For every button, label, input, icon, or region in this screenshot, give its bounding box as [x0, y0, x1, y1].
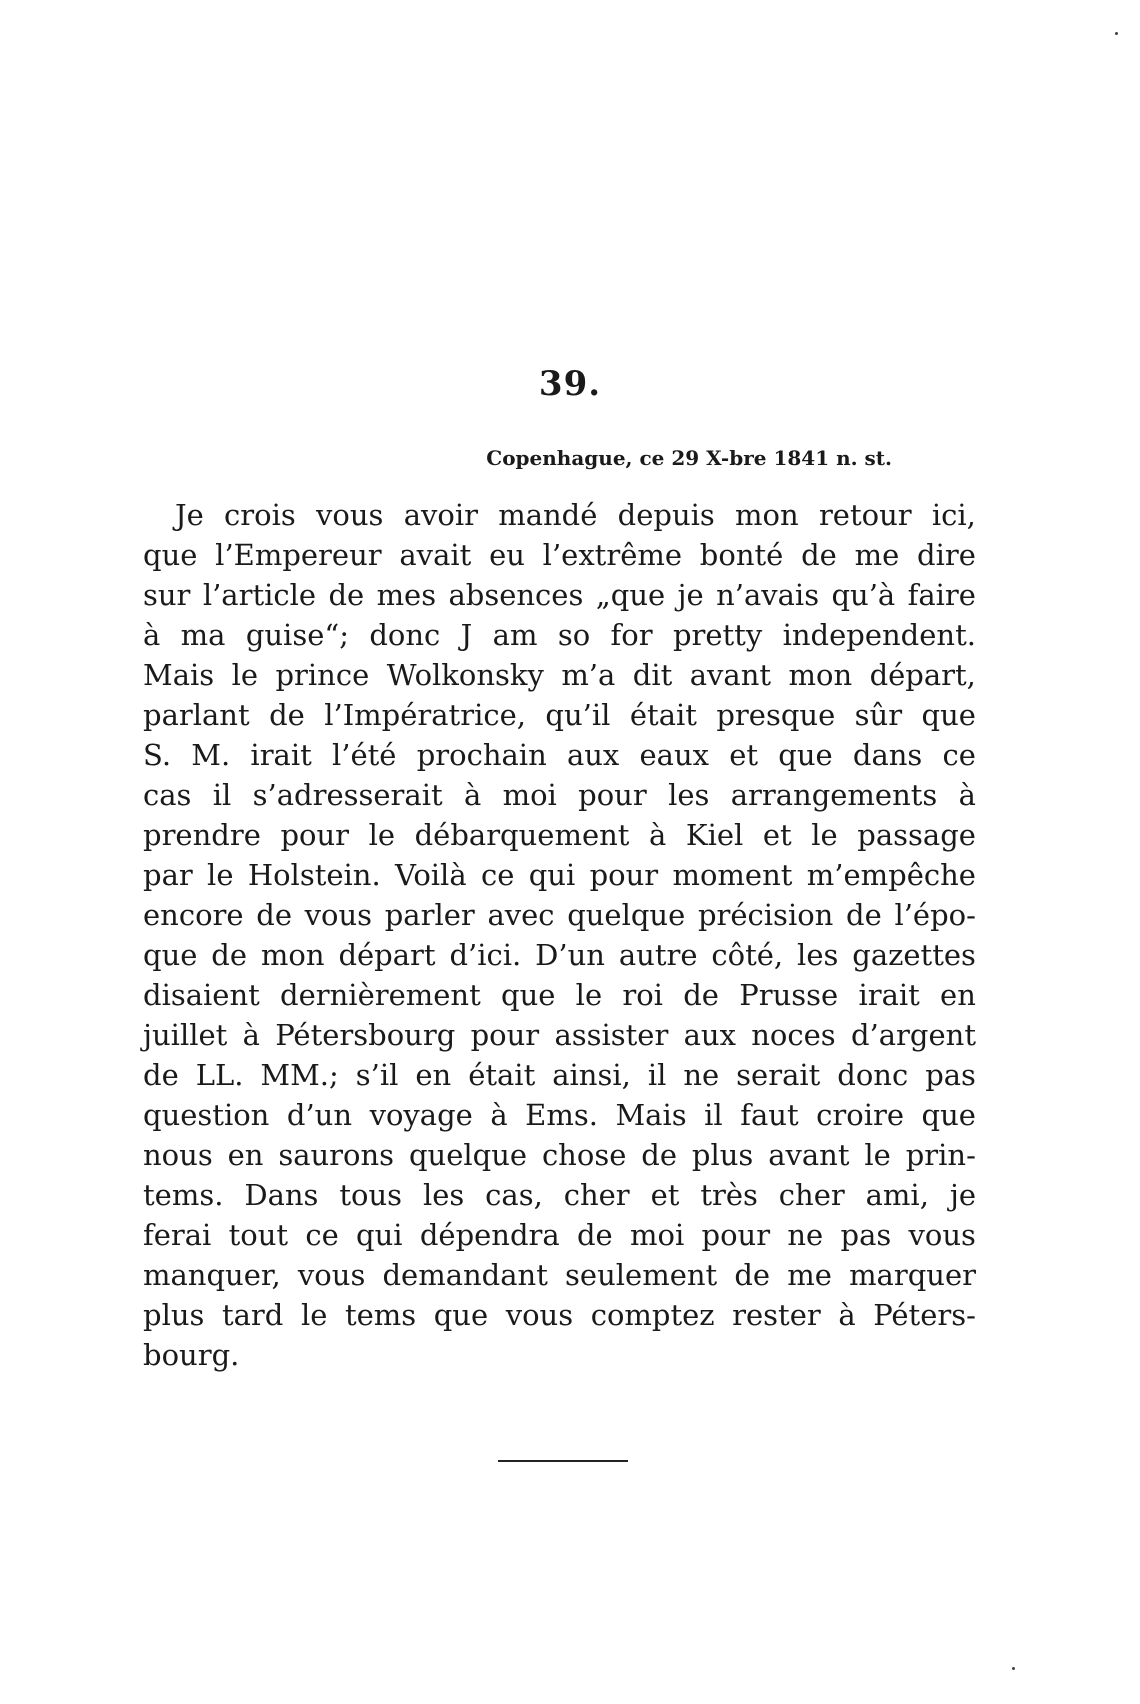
text-line [143, 735, 976, 775]
word: départ, [869, 658, 976, 692]
text-line [143, 1255, 976, 1295]
word: dire [917, 538, 976, 572]
word: Mais [143, 658, 215, 692]
word: et [729, 738, 759, 772]
word: moment [672, 858, 793, 892]
word: de [211, 938, 248, 972]
word: prince [275, 658, 370, 692]
word: il [647, 1058, 667, 1092]
word: nous [143, 1138, 213, 1172]
word: Pétersbourg [275, 1018, 456, 1052]
word: le [368, 818, 396, 852]
word: croire [816, 1098, 905, 1132]
word: les [797, 938, 839, 972]
word: saurons [278, 1138, 395, 1172]
word: ici, [931, 498, 976, 532]
word: Holstein. [247, 858, 381, 892]
word: voyage [369, 1098, 473, 1132]
word: donc [369, 618, 441, 652]
word: cas [143, 778, 192, 812]
text-line [143, 1055, 976, 1095]
word: irait [858, 978, 920, 1012]
text-line [143, 1175, 976, 1215]
word: de [734, 1258, 771, 1292]
text-line [143, 695, 976, 735]
word: sur [143, 578, 191, 612]
word: MM.; [260, 1058, 339, 1092]
word: et [650, 1178, 680, 1212]
word: de [269, 698, 305, 732]
word: l’été [332, 738, 397, 772]
word: d’argent [850, 1018, 976, 1052]
word: mandé [498, 498, 598, 532]
word: par [143, 858, 193, 892]
word: Dans [244, 1178, 319, 1212]
word: parlant [143, 698, 250, 732]
word: n’avais [716, 578, 820, 612]
word: quelque [408, 1138, 528, 1172]
word: manquer, [143, 1258, 281, 1292]
word: tout [228, 1218, 289, 1252]
word: à [490, 1098, 508, 1132]
word: eaux [639, 738, 709, 772]
word: pour [589, 858, 659, 892]
word: rester [732, 1298, 821, 1332]
word: irait [250, 738, 312, 772]
word: de [576, 1218, 613, 1252]
word: M. [191, 738, 231, 772]
word: le [231, 658, 259, 692]
word: prochain [416, 738, 547, 772]
word: prendre [143, 818, 261, 852]
word: cher [778, 1178, 845, 1212]
word: am [492, 618, 538, 652]
word: D’un [535, 938, 605, 972]
word: plus [691, 1138, 754, 1172]
scan-speck [1012, 1667, 1015, 1670]
word: était [468, 1058, 536, 1092]
word: crois [224, 498, 296, 532]
word: pas [840, 1218, 892, 1252]
word: précision [697, 898, 834, 932]
word: de [143, 1058, 179, 1092]
word: ce [305, 1218, 339, 1252]
word: qu’à [831, 578, 896, 612]
word: à [958, 778, 976, 812]
word: avec [487, 898, 555, 932]
word: S. [143, 738, 172, 772]
word: tems [344, 1298, 417, 1332]
scan-speck [1115, 32, 1118, 35]
text-line [143, 575, 976, 615]
word: le [864, 1138, 891, 1172]
word: presque [716, 698, 836, 732]
word: for [610, 618, 653, 652]
word: Ems. [525, 1098, 598, 1132]
word: en [940, 978, 976, 1012]
word: il [212, 778, 232, 812]
word: pretty [672, 618, 763, 652]
word: mon [735, 498, 799, 532]
word: guise“; [245, 618, 349, 652]
word: donc [837, 1058, 909, 1092]
word: avait [399, 538, 472, 572]
word: ce [480, 858, 515, 892]
word: en [415, 1058, 452, 1092]
word: vous [316, 498, 384, 532]
word: avant [768, 1138, 850, 1172]
word: pour [280, 818, 350, 852]
word: de [328, 578, 365, 612]
word: de [683, 978, 719, 1012]
text-line [143, 1215, 976, 1255]
word: m’a [561, 658, 616, 692]
word: autre [618, 938, 698, 972]
word: dépendra [419, 1218, 560, 1252]
word: à [463, 778, 482, 812]
word: assister [554, 1018, 669, 1052]
word: absences [448, 578, 584, 612]
dateline: Copenhague, ce 29 X-bre 1841 n. st. [486, 446, 892, 470]
word: Péters- [873, 1298, 976, 1332]
word: retour [818, 498, 912, 532]
word: pour [470, 1018, 540, 1052]
word: moi [630, 1218, 685, 1252]
word: que [921, 1098, 976, 1132]
word: serait [736, 1058, 821, 1092]
word: le [300, 1298, 328, 1332]
word: prin- [905, 1138, 976, 1172]
word: independent. [782, 618, 976, 652]
text-line [143, 1135, 976, 1175]
word: très [700, 1178, 758, 1212]
word: de [256, 898, 292, 932]
word: vous [505, 1298, 574, 1332]
word: qu’il [545, 698, 611, 732]
word: passage [857, 818, 976, 852]
word: arrangements [730, 778, 938, 812]
word: Je [175, 498, 204, 532]
word: sûr [854, 698, 903, 732]
word: je [949, 1178, 976, 1212]
text-line [143, 975, 976, 1015]
text-line [143, 495, 976, 535]
word: so [557, 618, 591, 652]
word: Voilà [395, 858, 467, 892]
text-line [143, 775, 976, 815]
word: gazettes [852, 938, 976, 972]
word: ferai [143, 1218, 212, 1252]
word: s’adresserait [252, 778, 443, 812]
word: me [854, 538, 900, 572]
word: il [704, 1098, 723, 1132]
word: dernièrement [280, 978, 481, 1012]
word: l’Impératrice, [324, 698, 526, 732]
word: à [143, 618, 161, 652]
word: pour [701, 1218, 771, 1252]
text-line [143, 895, 976, 935]
word: „que [595, 578, 666, 612]
word: à [242, 1018, 260, 1052]
word: Prusse [739, 978, 839, 1012]
word: comptez [590, 1298, 715, 1332]
word: vous [908, 1218, 976, 1252]
letter-body [143, 495, 976, 1375]
word: seulement [565, 1258, 718, 1292]
word: moi [502, 778, 557, 812]
text-line: bourg. [143, 1338, 240, 1372]
word: aux [566, 738, 620, 772]
word: bonté [699, 538, 784, 572]
word: Wolkonsky [386, 658, 544, 692]
word: faire [907, 578, 976, 612]
word: vous [297, 1258, 366, 1292]
word: tard [221, 1298, 284, 1332]
word: m’empêche [806, 858, 976, 892]
word: pour [578, 778, 647, 812]
text-line [143, 815, 976, 855]
word: l’épo- [894, 898, 976, 932]
word: ne [787, 1218, 824, 1252]
word: les [422, 1178, 465, 1212]
word: que [143, 938, 198, 972]
letter-number: 39. [538, 364, 602, 404]
word: depuis [617, 498, 715, 532]
word: le [575, 978, 603, 1012]
word: juillet [143, 1018, 228, 1052]
word: que [921, 698, 976, 732]
word: ce [942, 738, 976, 772]
word: LL. [195, 1058, 244, 1092]
word: mon [788, 658, 853, 692]
word: question [143, 1098, 270, 1132]
word: que [433, 1298, 489, 1332]
word: eu [489, 538, 525, 572]
word: ami, [865, 1178, 929, 1212]
word: l’Empereur [215, 538, 382, 572]
word: dit [632, 658, 673, 692]
word: les [668, 778, 710, 812]
word: avoir [403, 498, 478, 532]
word: encore [143, 898, 244, 932]
word: cher [563, 1178, 630, 1212]
word: le [811, 818, 838, 852]
word: ma [180, 618, 226, 652]
word: demandant [382, 1258, 548, 1292]
word: je [677, 578, 704, 612]
word: mes [376, 578, 437, 612]
word: me [787, 1258, 832, 1292]
text-line [143, 1015, 976, 1055]
word: disaient [143, 978, 260, 1012]
word: et [762, 818, 792, 852]
word: cas, [485, 1178, 543, 1212]
word: débarquement [414, 818, 630, 852]
word: d’ici. [449, 938, 522, 972]
word: vous [304, 898, 373, 932]
word: quelque [567, 898, 686, 932]
word: ainsi, [552, 1058, 631, 1092]
word: que [778, 738, 833, 772]
text-line [143, 935, 976, 975]
word: départ [338, 938, 436, 972]
word: qui [356, 1218, 403, 1252]
word: était [629, 698, 697, 732]
word: à [838, 1298, 856, 1332]
word: parler [384, 898, 475, 932]
word: l’extrême [542, 538, 683, 572]
word: plus [143, 1298, 205, 1332]
word: J [460, 618, 473, 652]
word: de [801, 538, 837, 572]
word: l’article [202, 578, 317, 612]
text-line [143, 1095, 976, 1135]
word: que [501, 978, 556, 1012]
word: le [207, 858, 234, 892]
text-line [143, 655, 976, 695]
text-line [143, 1295, 976, 1335]
word: tous [339, 1178, 403, 1212]
word: Kiel [685, 818, 744, 852]
word: que [143, 538, 198, 572]
word: dans [852, 738, 923, 772]
word: de [641, 1138, 677, 1172]
word: côté, [711, 938, 784, 972]
word: tems. [143, 1178, 224, 1212]
word: aux [683, 1018, 736, 1052]
word: en [227, 1138, 264, 1172]
word: d’un [286, 1098, 353, 1132]
word: à [649, 818, 667, 852]
word: chose [541, 1138, 627, 1172]
word: roi [622, 978, 663, 1012]
text-line [143, 855, 976, 895]
word: qui [528, 858, 576, 892]
word: ne [683, 1058, 720, 1092]
word: marquer [849, 1258, 976, 1292]
word: avant [689, 658, 772, 692]
word: s’il [355, 1058, 399, 1092]
word: de [846, 898, 882, 932]
text-line [143, 615, 976, 655]
word: faut [740, 1098, 799, 1132]
text-line [143, 535, 976, 575]
word: Mais [615, 1098, 687, 1132]
word: mon [260, 938, 325, 972]
word: noces [751, 1018, 836, 1052]
section-divider [498, 1460, 628, 1462]
word: pas [925, 1058, 976, 1092]
